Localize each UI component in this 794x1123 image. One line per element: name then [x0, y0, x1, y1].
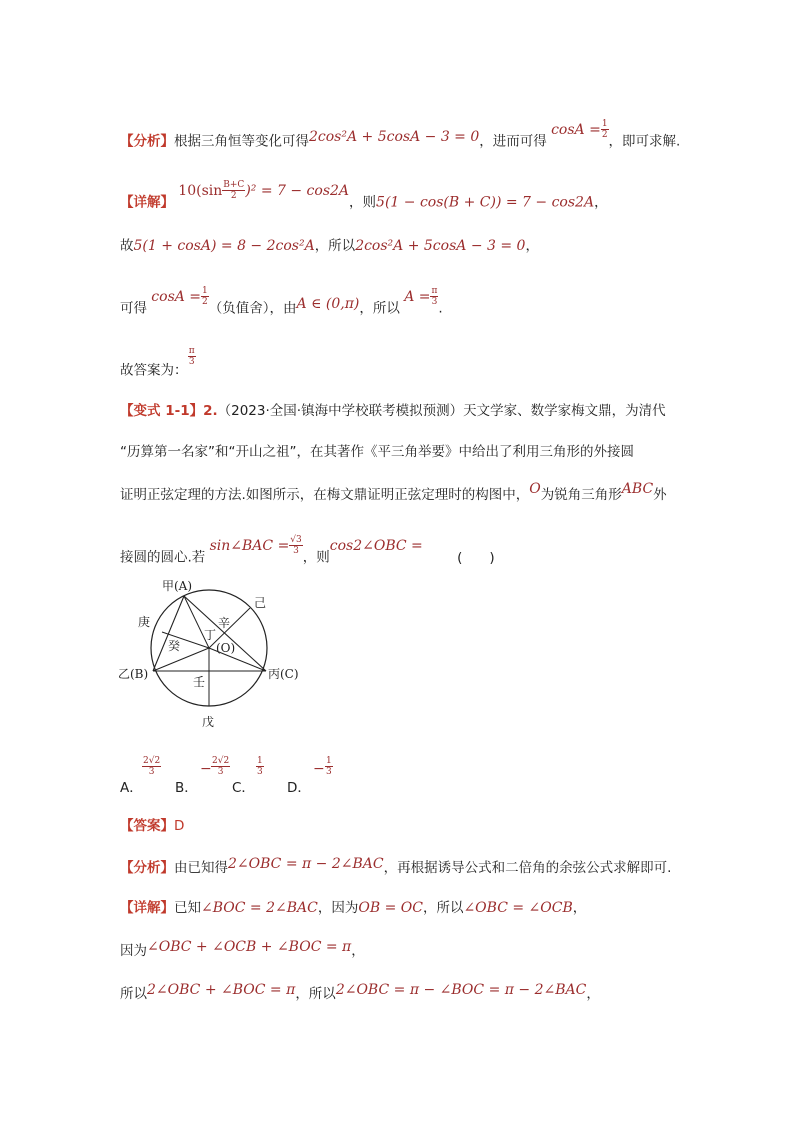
analysis-text: ，即可求解. [608, 133, 681, 150]
text: ，因为 [317, 900, 359, 916]
problem-text: 证明正弦定理的方法.如图所示，在梅文鼎证明正弦定理时的构图中， [120, 487, 530, 503]
formula: 2∠OBC + ∠BOC = π [147, 982, 296, 998]
formula: 5(1 − cos(B + C)) = 7 − cos2A [376, 194, 595, 211]
problem-text: 外 [653, 487, 667, 503]
fraction: $\frac{√3}{3}$ [290, 535, 302, 556]
formula: 2∠OBC = π − ∠BOC = π − 2∠BAC [335, 982, 587, 998]
geometry-figure [116, 574, 336, 734]
detail-text: ，则 [349, 194, 377, 211]
analysis-line-2 [120, 856, 672, 877]
fraction: $\frac{1}{2}$ [202, 286, 208, 307]
label-gui: 癸 [168, 639, 181, 653]
label-ding: 丁 [204, 628, 217, 642]
problem-text: ，则 [302, 549, 330, 566]
derivation-line [120, 237, 539, 255]
option-d-value: $\frac{1}{3}$ [326, 756, 332, 777]
text: ， [351, 943, 365, 959]
detail-tag: 【详解】 [120, 194, 174, 211]
formula: O [529, 481, 541, 497]
text: 因为 [120, 943, 147, 959]
text: 故答案为： [120, 362, 188, 379]
derivation-line [120, 982, 600, 1003]
text: 可得 [120, 300, 147, 317]
detail-line-2 [120, 899, 586, 917]
problem-text: “历算第一名家”和“开山之祖”，在其著作《平三角举要》中给出了利用三角形的外接圆 [120, 444, 634, 460]
derivation-line [120, 286, 443, 319]
text: ，所以 [295, 986, 336, 1002]
fraction: $\frac{1}{2}$ [601, 119, 608, 140]
formula: cosA = [151, 288, 202, 305]
formula: )² = 7 − cos2A [245, 182, 350, 199]
formula: 2cos²A + 5cosA − 3 = 0 [309, 128, 480, 145]
analysis-text: 根据三角恒等变化可得 [174, 133, 309, 150]
formula: 2cos²A + 5cosA − 3 = 0 [355, 238, 526, 254]
label-geng: 庚 [138, 615, 151, 629]
option-d-sign: − [313, 761, 325, 777]
text: ，所以 [422, 900, 464, 916]
problem-line-1 [120, 402, 666, 420]
answer-line [120, 346, 200, 381]
detail-tag: 【详解】 [120, 900, 174, 916]
label-ji: 己 [254, 596, 267, 610]
text: 已知 [174, 900, 201, 916]
problem-text: （2023·全国·镇海中学校联考模拟预测）天文学家、数学家梅文鼎，为清代 [217, 403, 666, 419]
problem-line-2 [120, 443, 634, 461]
detail-line-1 [120, 180, 608, 213]
formula: cosA = [551, 121, 601, 138]
formula: OB = OC [358, 900, 423, 916]
text: ， [525, 238, 539, 254]
option-b-label: B． [175, 780, 198, 796]
answer-tag: 【答案】 [120, 818, 174, 834]
formula: ∠BOC = 2∠BAC [201, 900, 318, 916]
label-ren: 壬 [193, 675, 206, 689]
fraction: $\frac{B+C}{2}$ [223, 180, 245, 201]
text: ，所以 [359, 300, 400, 317]
formula: ∠OBC + ∠OCB + ∠BOC = π [147, 939, 352, 955]
label-xin: 辛 [218, 616, 231, 630]
text: ，所以 [314, 238, 356, 254]
problem-text: 接圆的圆心.若 [120, 549, 206, 566]
formula: ABC [621, 481, 654, 497]
text: ， [572, 900, 587, 916]
option-b-sign: − [200, 761, 212, 777]
label-bing: 丙(C) [268, 667, 299, 681]
analysis-text: ，进而可得 [479, 133, 547, 150]
analysis-tag: 【分析】 [120, 860, 174, 876]
derivation-line [120, 939, 365, 960]
label-wu: 戊 [202, 715, 215, 729]
problem-line-4 [120, 535, 495, 568]
option-a-value: $\frac{2√2}{3}$ [143, 756, 161, 777]
option-d-label: D． [287, 780, 311, 796]
formula: 5(1 + cosA) = 8 − 2cos²A [133, 238, 315, 254]
text: 故 [120, 238, 134, 254]
formula: A ∈ (0,π) [296, 295, 360, 312]
problem-text: 为锐角三角形 [540, 487, 622, 503]
text: 所以 [120, 986, 147, 1002]
label-o: (O) [216, 641, 236, 655]
analysis-tag: 【分析】 [120, 133, 174, 150]
option-c-value: $\frac{1}{3}$ [257, 756, 263, 777]
text: ， [586, 986, 600, 1002]
option-c-label: C． [232, 780, 255, 796]
formula: ∠OBC = ∠OCB [463, 900, 573, 916]
problem-line-3 [120, 481, 667, 504]
option-b-value: $\frac{2√2}{3}$ [212, 756, 230, 777]
answer-row [120, 817, 184, 835]
text: （负值舍），由 [208, 300, 297, 317]
analysis-line-1 [120, 119, 681, 152]
problem-tag: 【变式 1-1】2. [120, 403, 218, 419]
label-jia: 甲(A) [162, 579, 193, 593]
text: . [438, 300, 443, 317]
formula: cos2∠OBC = [329, 537, 423, 554]
formula: 2∠OBC = π − 2∠BAC [228, 856, 384, 872]
formula: A = [404, 288, 431, 305]
fraction: $\frac{\pi}{3}$ [188, 346, 195, 367]
answer-blank: ( ) [457, 549, 495, 566]
fraction: $\frac{\pi}{3}$ [431, 286, 438, 307]
label-yi: 乙(B) [118, 667, 149, 681]
options-row [120, 756, 420, 796]
option-a-label: A． [120, 780, 143, 796]
answer-value: D [174, 818, 185, 834]
text: ，再根据诱导公式和二倍角的余弦公式求解即可. [383, 860, 672, 876]
text: 由已知得 [174, 860, 228, 876]
formula: 10(sin [178, 182, 223, 199]
formula: sin∠BAC = [209, 537, 290, 554]
detail-text: ， [594, 194, 608, 211]
